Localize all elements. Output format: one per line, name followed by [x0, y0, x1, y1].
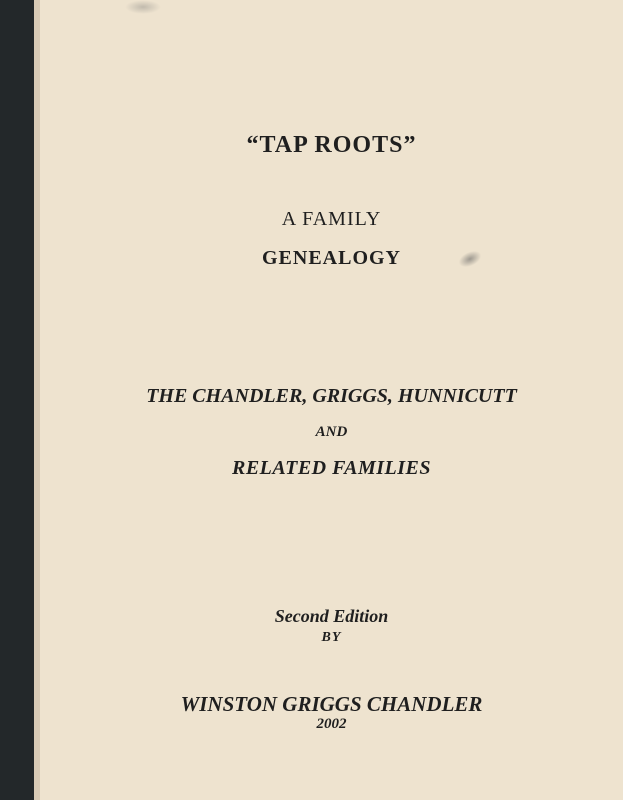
paper-stain [125, 0, 161, 14]
and-word: AND [315, 424, 348, 440]
author-name: WINSTON GRIGGS CHANDLER [180, 692, 483, 716]
subtitle-line-2: GENEALOGY [261, 247, 402, 269]
by-label: BY [321, 630, 342, 645]
publication-year: 2002 [316, 716, 347, 732]
edition-label: Second Edition [274, 606, 389, 626]
book-spine [0, 0, 34, 800]
families-line: THE CHANDLER, GRIGGS, HUNNICUTT [146, 385, 517, 407]
related-families-line: RELATED FAMILIES [231, 457, 431, 479]
subtitle-line-1: A FAMILY [281, 208, 382, 230]
book-title: “TAP ROOTS” [246, 132, 417, 158]
